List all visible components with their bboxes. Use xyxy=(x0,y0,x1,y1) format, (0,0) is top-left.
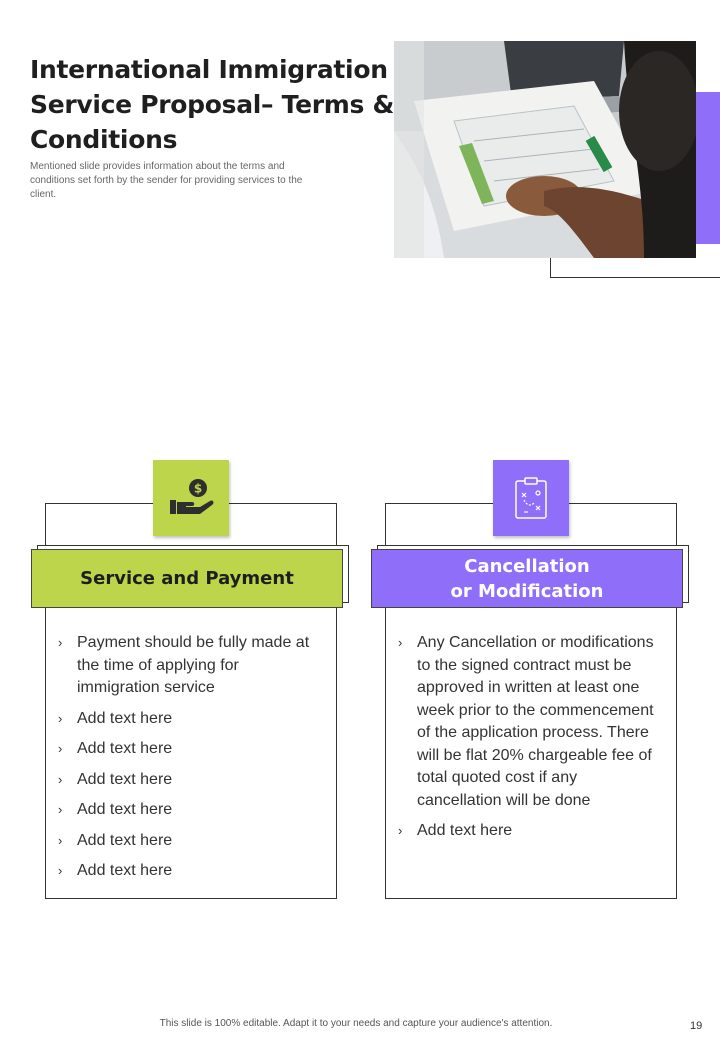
chevron-right-icon: › xyxy=(58,802,63,817)
chevron-right-icon: › xyxy=(398,823,403,838)
footer-note: This slide is 100% editable. Adapt it to your needs and capture your audience's attention. xyxy=(159,1018,553,1029)
meeting-photo xyxy=(394,41,696,258)
money-hand-icon xyxy=(166,478,216,518)
service-payment-icon-box xyxy=(153,460,229,536)
cancellation-icon-box xyxy=(493,460,569,536)
cancellation-heading xyxy=(371,549,683,608)
service-payment-heading: Service and Payment xyxy=(31,549,343,608)
list-item: › Add text here xyxy=(55,769,325,792)
chevron-right-icon: › xyxy=(58,635,63,650)
cancellation-list xyxy=(395,632,665,851)
chevron-right-icon: › xyxy=(58,832,63,848)
list-item: › Add text here xyxy=(395,820,665,843)
service-payment-list xyxy=(55,632,325,891)
list-item: › Add text here xyxy=(55,799,325,822)
chevron-right-icon: › xyxy=(398,635,403,650)
list-item: › Add text here xyxy=(55,860,325,883)
chevron-right-icon: › xyxy=(58,710,63,726)
list-item: › Any Cancellation or modifications to the signed contract must be approved in written at least one week prior to the commencement of the application process. There will be flat 20% chargeable fee of total quoted cost if any cancellation will be done xyxy=(398,634,654,809)
chevron-right-icon: › xyxy=(58,741,63,756)
cancellation-heading-line2: or Modification xyxy=(450,580,604,602)
cancellation-heading-line1: Cancellation xyxy=(464,555,590,577)
chevron-right-icon: › xyxy=(58,771,63,787)
list-item: › Add text here xyxy=(55,830,325,853)
page-subtitle: Mentioned slide provides information about the terms and conditions set forth by the sender for providing services to the client. xyxy=(30,161,303,200)
list-item: › Add text here xyxy=(55,738,325,761)
page-title: International Immigration Service Proposal– Terms & Conditions xyxy=(30,55,395,154)
clipboard-plan-icon xyxy=(513,476,549,520)
page-number: 19 xyxy=(690,1020,703,1032)
chevron-right-icon: › xyxy=(58,863,63,878)
list-item: › Add text here xyxy=(55,708,325,731)
photo-illustration xyxy=(394,41,696,258)
svg-text:$: $ xyxy=(193,481,203,496)
list-item: › Payment should be fully made at the time of applying for immigration service xyxy=(58,634,310,696)
